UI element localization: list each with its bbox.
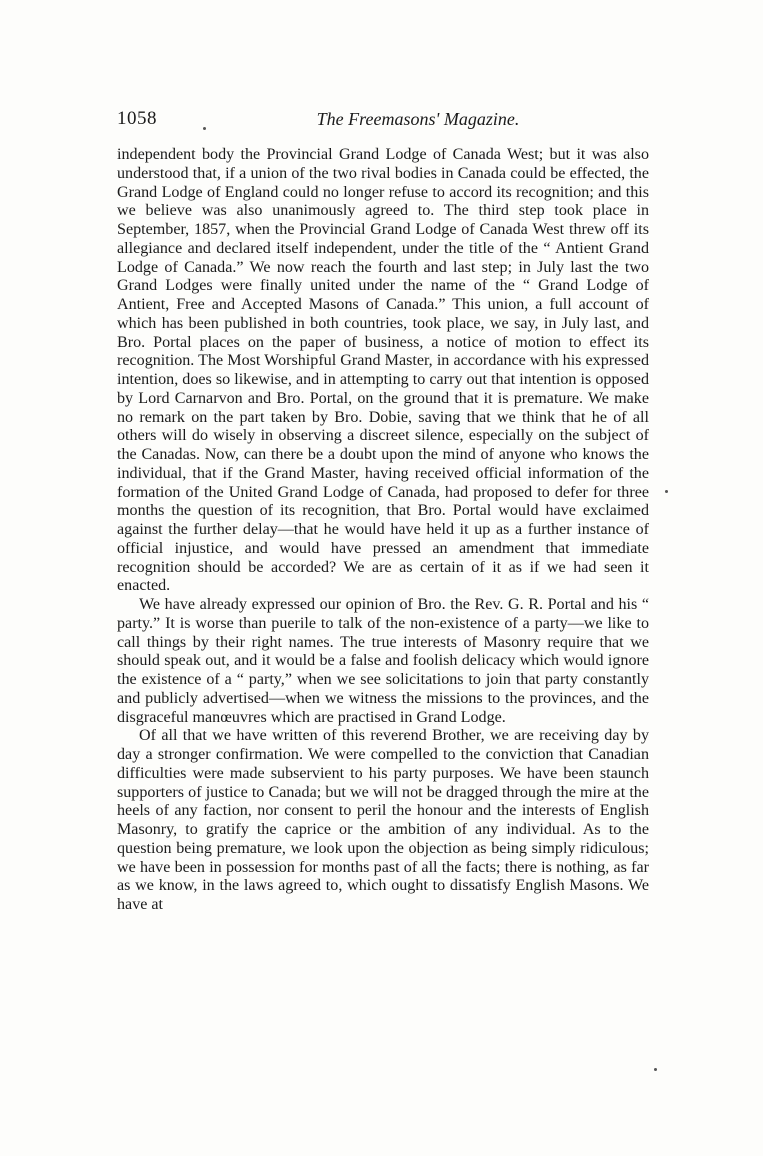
running-head	[117, 108, 649, 134]
magazine-title: The Freemasons' Magazine.	[316, 109, 520, 129]
paragraph-party: We have already expressed our opinion of Bro. the Rev. G. R. Portal and his “ party.” It is worse than puerile to talk of the non-existence of a party—we like to call things by their right names. The true interests of Masonry require that we should speak out, and it would be a false and foolish delicacy which would ignore the existence of a “ party,” when we see solicitations to join that party constantly and publicly advertised—when we witness the missions to the provinces, and the disgraceful manœuvres which are practised in Grand Lodge.	[117, 596, 649, 726]
print-speck	[203, 127, 206, 130]
print-speck	[665, 490, 668, 493]
print-speck	[654, 1068, 657, 1071]
paragraph-reverend-brother: Of all that we have written of this reverend Brother, we are receiving day by day a stronger confirmation. We were compelled to the conviction that Canadian difficulties were made subservient to his party purposes. We have been staunch supporters of justice to Canada; but we will not be dragged through the mire at the heels of any faction, nor consent to peril the honour and the interests of English Masonry, to gratify the caprice or the ambition of any individual. As to the question being premature, we look upon the objection as being simply ridiculous; we have been in possession for months past of all the facts; there is nothing, as far as we know, in the laws agreed to, which ought to dissatisfy English Masons. We have at	[117, 727, 649, 913]
page-number: 1058	[117, 108, 157, 129]
article-body	[117, 146, 649, 915]
paragraph-continued: independent body the Provincial Grand Lodge of Canada West; but it was also understood that, if a union of the two rival bodies in Canada could be effected, the Grand Lodge of England could no longer refuse to accord its recognition; and this we believe was also unanimously agreed to. The third step took place in September, 1857, when the Provincial Grand Lodge of Canada West threw off its allegiance and declared itself independent, under the title of the “ Antient Grand Lodge of Canada.” We now reach the fourth and last step; in July last the two Grand Lodges were finally united under the name of the “ Grand Lodge of Antient, Free and Accepted Masons of Canada.” This union, a full account of which has been published in both countries, took place, we say, in July last, and Bro. Portal places on the paper of business, a notice of motion to effect its recognition. The Most Worshipful Grand Master, in accordance with his expressed intention, does so likewise, and in attempting to carry out that intention is opposed by Lord Carnarvon and Bro. Portal, on the ground that it is premature. We make no remark on the part taken by Bro. Dobie, saving that we think that he of all others will do wisely in observing a discreet silence, especially on the subject of the Canadas. Now, can there be a doubt upon the mind of anyone who knows the individual, that if the Grand Master, having received official information of the formation of the United Grand Lodge of Canada, had proposed to defer for three months the question of its recognition, that Bro. Portal would have exclaimed against the further delay—that he would have held it up as a further instance of official injustice, and would have pressed an amendment that immediate recognition should be accorded? We are as certain of it as if we had seen it enacted.	[117, 146, 649, 595]
